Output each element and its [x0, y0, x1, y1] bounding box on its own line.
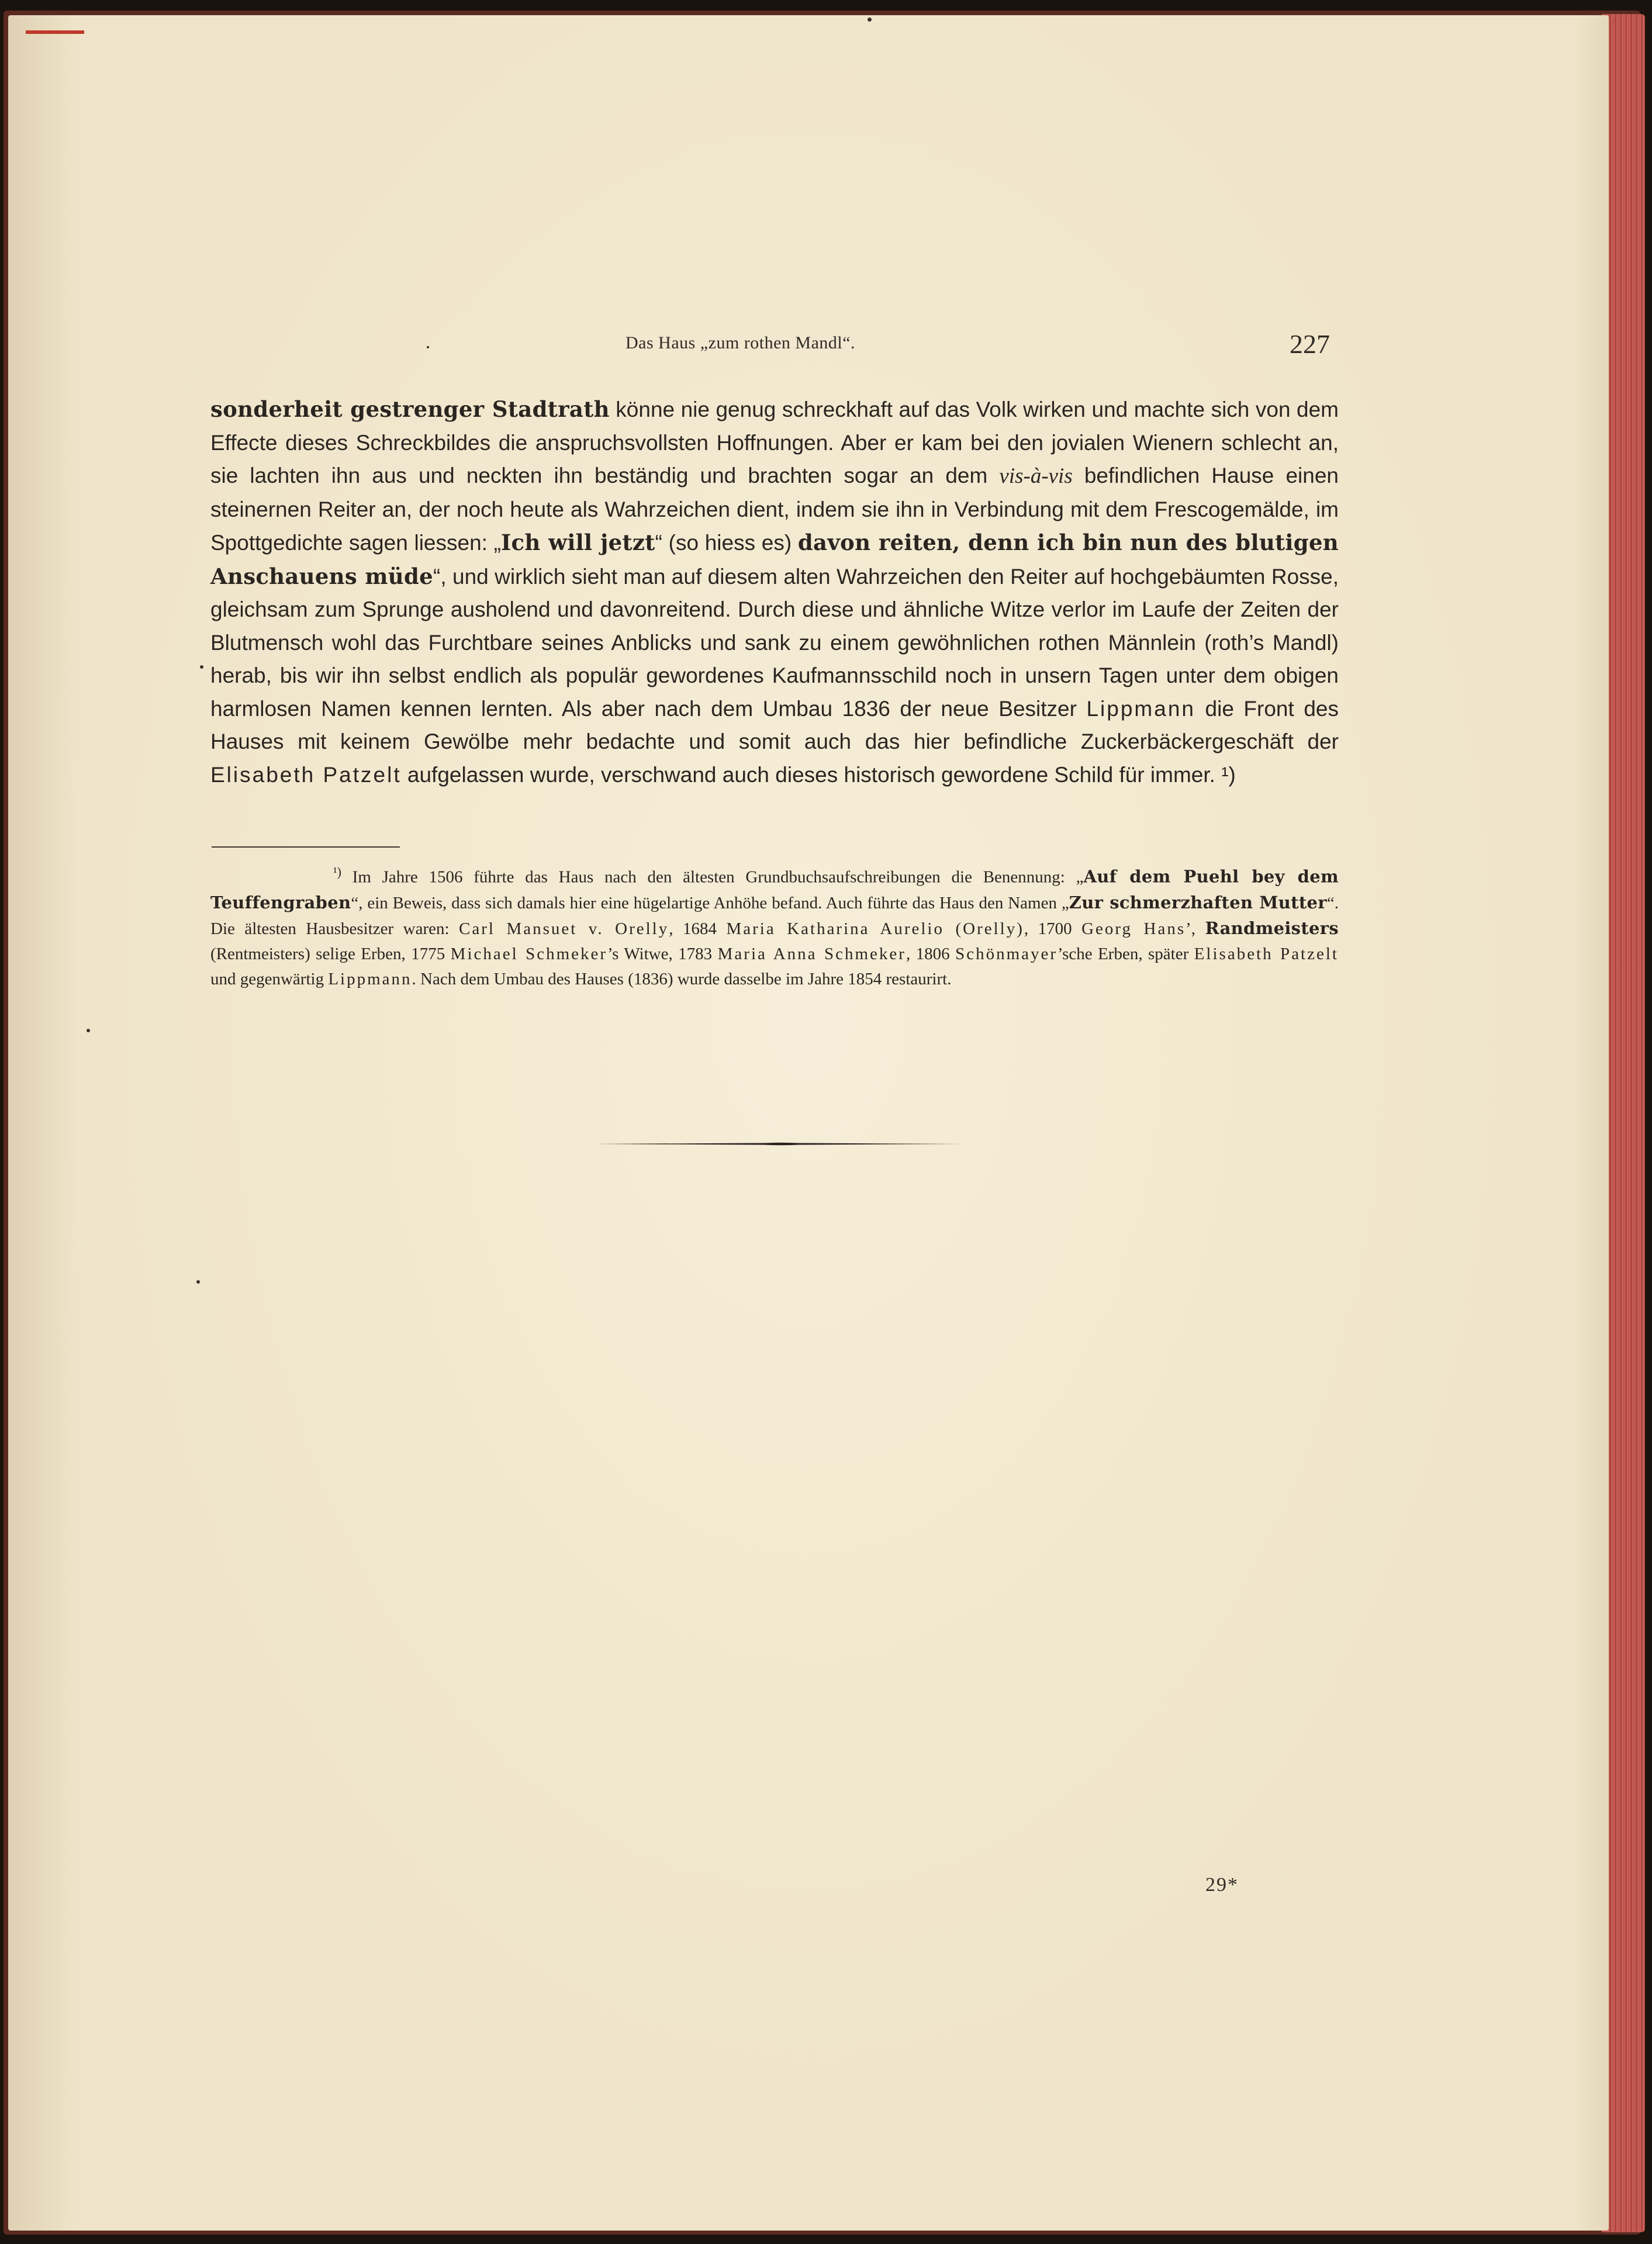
paper-speck [200, 665, 203, 669]
ornamental-closing-rule [588, 1141, 962, 1147]
text-run: . Nach dem Umbau des Hauses (1836) wurde dasselbe im Jahre 1854 restaurirt. [412, 969, 952, 988]
text-run: “, und wirklich sieht man auf diesem alten Wahrzeichen den Reiter auf hochgebäumten Rosse, gleichsam zum Sprunge ausholend und davonreitend. Durch diese und ähnliche Witze verlor im Laufe der Zeiten der Blutmensch wohl das Furchtbare seines Anblicks und sank zu einem gewöhnlichen rothen Männlein (roth’s Mandl) herab, bis wir ihn selbst endlich als populär gewordenes Kaufmannsschild noch in unsern Tagen unter dem obigen harmlosen Namen kennen lernten. Als aber nach dem Umbau 1836 der neue Besitzer [210, 564, 1339, 721]
text-run: ’s Witwe, 1783 [607, 944, 718, 963]
printer-signature-mark: 29* [1205, 1874, 1239, 1896]
blackletter-phrase: Zur schmerzhaften Mutter [1069, 892, 1327, 912]
spaced-name: Georg Hans [1081, 919, 1186, 938]
blackletter-phrase: Ich will jetzt [500, 530, 655, 555]
text-run: , 1806 [906, 944, 956, 963]
spaced-name: Maria Anna Schmeker [717, 944, 906, 963]
spaced-name: Schönmayer [955, 944, 1058, 963]
binding-thread-mark [26, 30, 84, 34]
blackletter-phrase: Randmeisters [1205, 918, 1339, 938]
spaced-name: Maria Katharina Aurelio (Orelly) [726, 919, 1024, 938]
running-title: Das Haus „zum rothen Mandl“. [625, 333, 856, 352]
text-run: ’, [1186, 919, 1205, 938]
spaced-name: Lippmann [328, 969, 412, 988]
footnote-reference: ¹) [1221, 762, 1236, 787]
text-run: könne nie genug schreckhaft auf das Volk wirken und machte sich von dem Effecte dieses Schreckbildes die anspruchsvollsten Hoffnungen. Aber er kam bei den jovialen Wienern schlecht an, sie lachten ihn aus und neckten ihn beständig und brachten sogar an dem [210, 397, 1339, 487]
text-run: “. Die ältesten Hausbesitzer waren: [210, 893, 1339, 938]
text-run: Im Jahre 1506 führte das Haus nach den ältesten Grundbuchsaufschreibungen die Benennung: „ [341, 867, 1084, 887]
italic-phrase: vis-à-vis [999, 464, 1073, 488]
paper-speck [427, 346, 429, 348]
blackletter-phrase: sonderheit gestrenger Stadtrath [210, 396, 610, 422]
blackletter-phrase: Auf dem Puehl bey dem Teuffengraben [210, 866, 1339, 912]
paper-speck [196, 1280, 200, 1284]
footnote-separator-rule [212, 846, 400, 848]
spaced-name: Elisabeth Patzelt [210, 762, 402, 787]
text-run: die Front des Hauses mit keinem Gewölbe mehr bedachte und somit auch das hier befindliche Zuckerbäckergeschäft der [210, 696, 1339, 753]
text-run: und gegenwärtig [210, 969, 329, 988]
footnote-marker: ¹) [333, 865, 341, 879]
paper-speck [87, 1029, 90, 1032]
spaced-name: Michael Schmeker [450, 944, 608, 963]
text-run: “ (so hiess es) [655, 531, 798, 555]
text-run: (Rentmeisters) selige Erben, 1775 [210, 944, 451, 963]
text-run: ’sche Erben, später [1057, 944, 1194, 963]
text-run: “, ein Beweis, dass sich damals hier eine hügelartige Anhöhe befand. Auch führte das Haus den Namen „ [351, 893, 1069, 912]
text-run: aufgelassen wurde, verschwand auch dieses historisch gewordene Schild für immer. [401, 762, 1222, 787]
text-run: , 1684 [669, 919, 727, 938]
main-paragraph [210, 393, 1339, 791]
blackletter-phrase: davon reiten, denn ich bin nun des blutigen Anschauens müde [210, 530, 1339, 589]
page-number: 227 [1290, 329, 1330, 359]
text-run: befindlichen Hause einen steinernen Reiter an, der noch heute als Wahrzeichen dient, indem sie ihn in Verbindung mit dem Frescogemälde, im Spottgedichte sagen liessen: „ [210, 464, 1339, 555]
spaced-name: Elisabeth Patzelt [1194, 944, 1339, 963]
spaced-name: Carl Mansuet v. Orelly [459, 919, 669, 938]
text-run: , 1700 [1024, 919, 1082, 938]
paper-speck [868, 18, 872, 22]
footnote [210, 859, 1339, 992]
spaced-name: Lippmann [1086, 696, 1195, 721]
